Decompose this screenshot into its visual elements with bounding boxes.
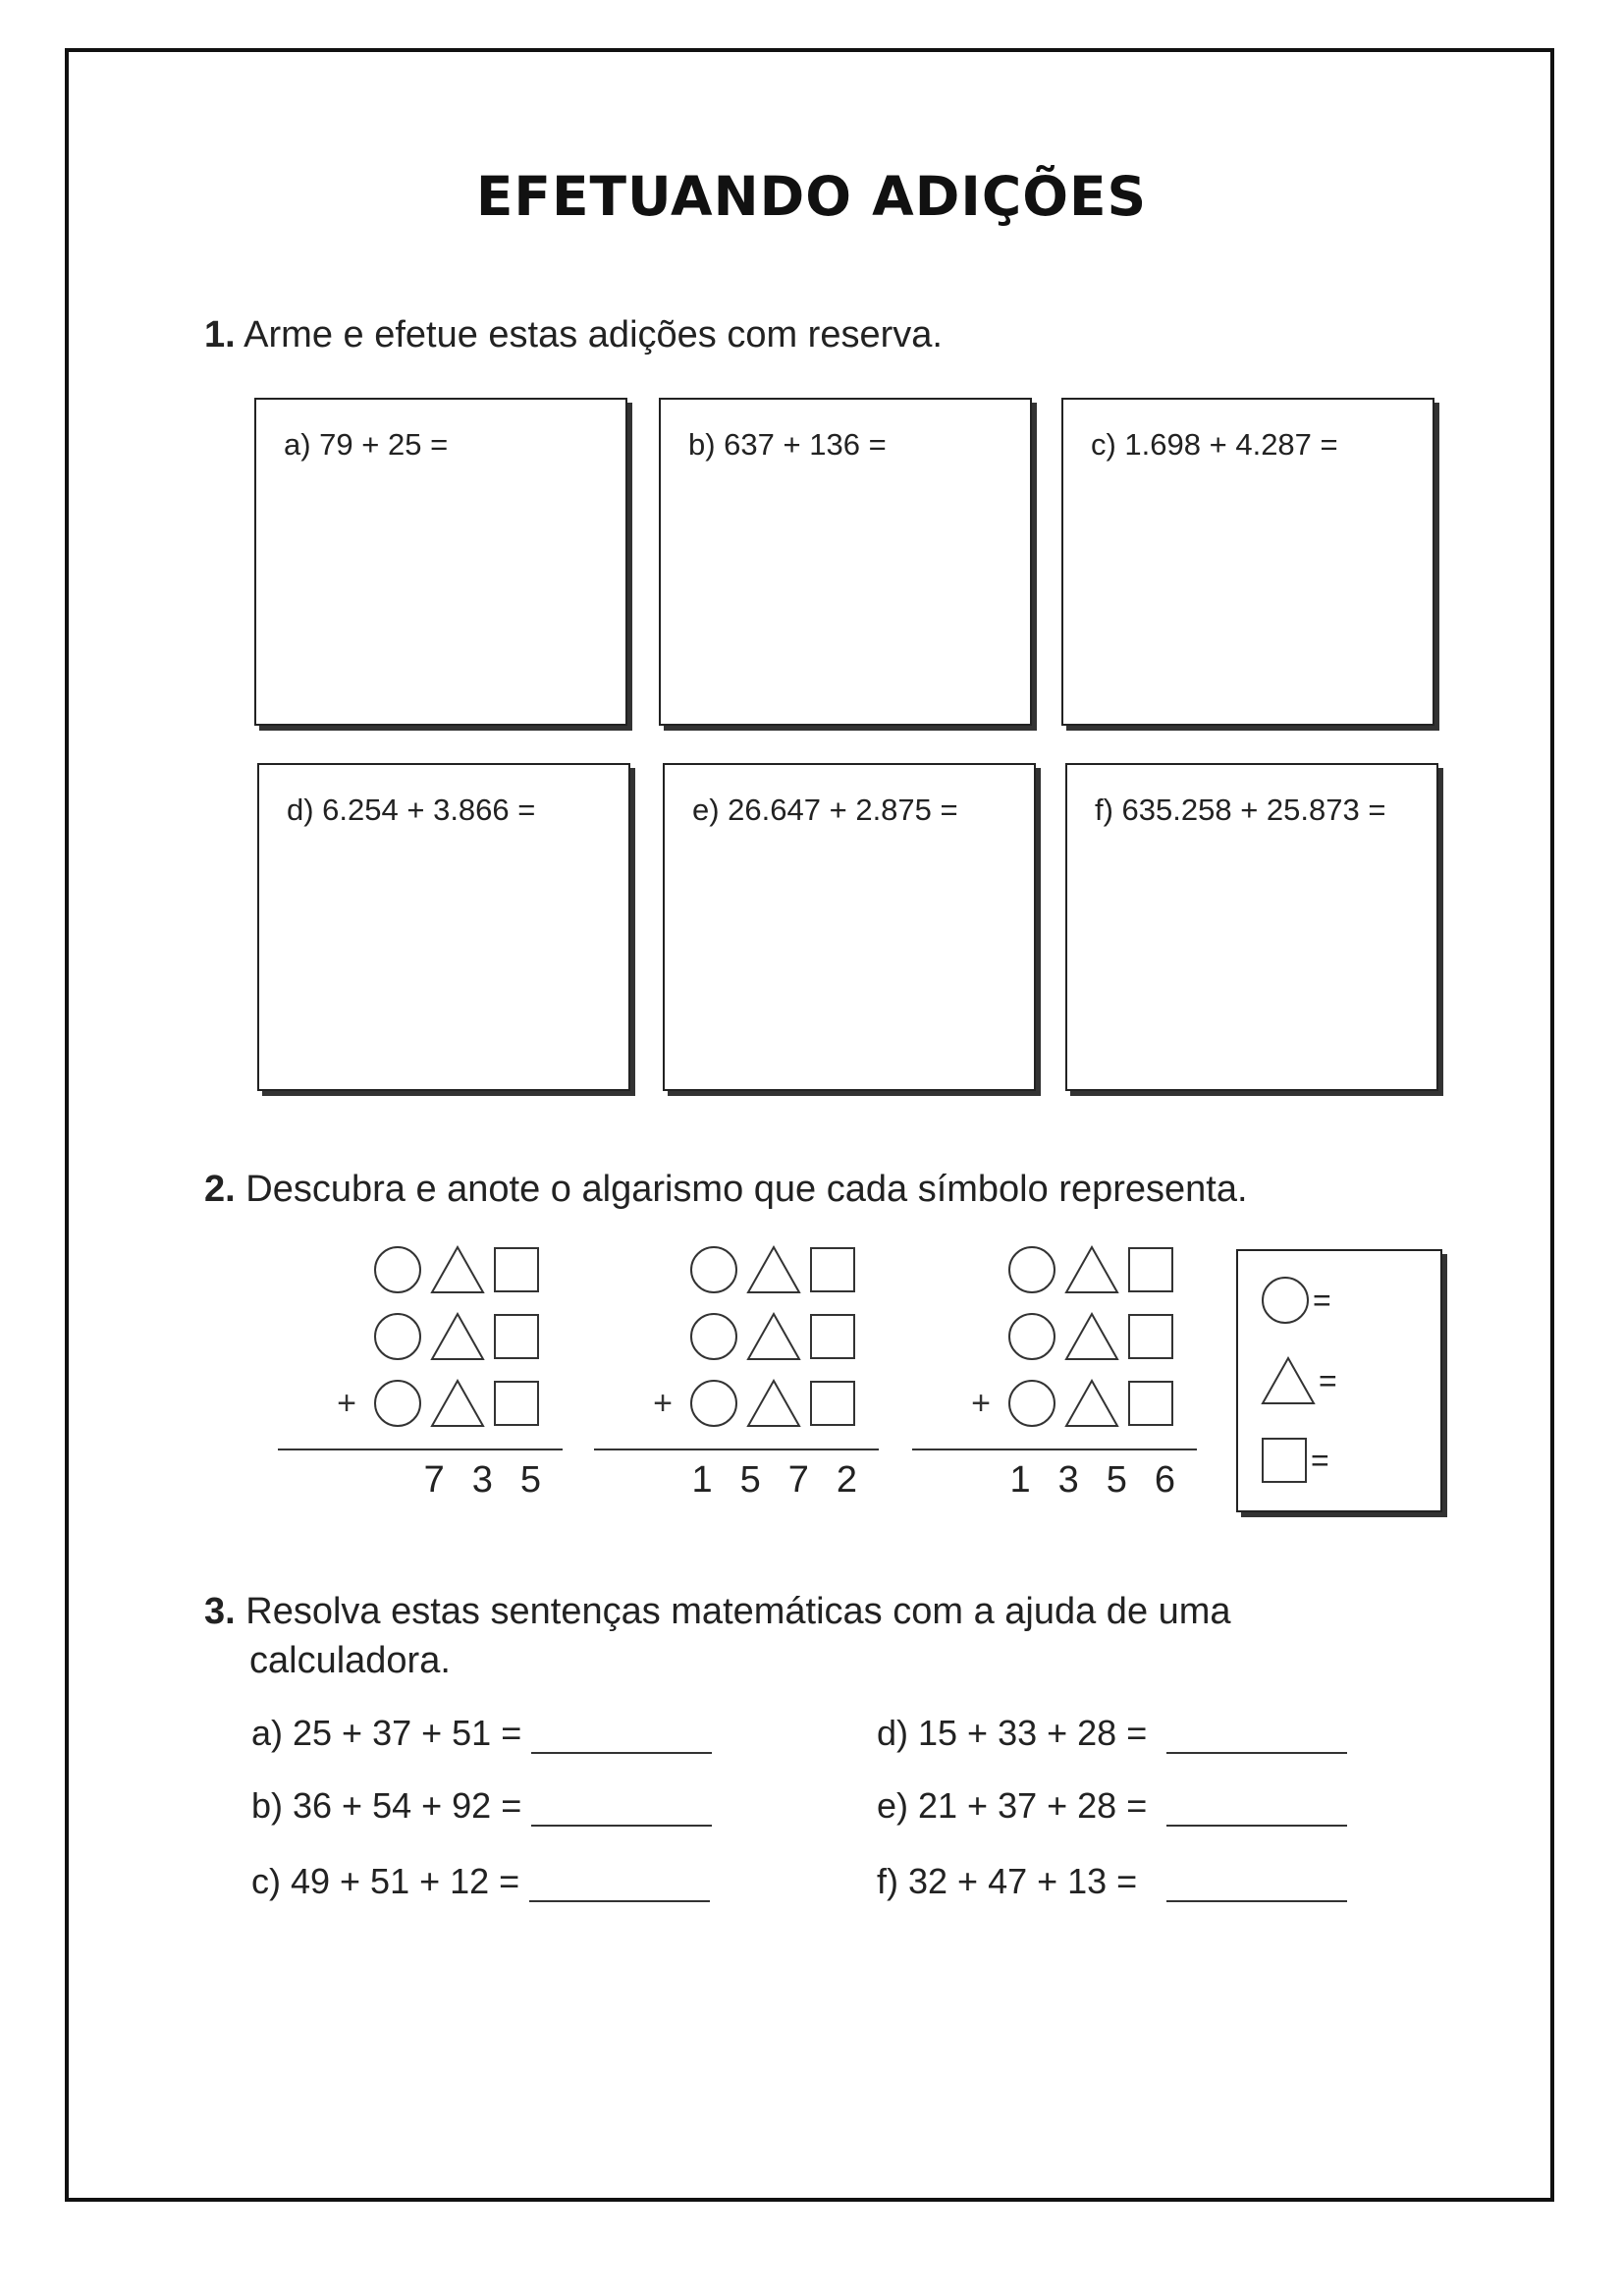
symbol-row bbox=[653, 1373, 857, 1434]
triangle-icon bbox=[429, 1311, 486, 1362]
answer-blank[interactable] bbox=[1166, 1867, 1347, 1902]
question-1-number: 1. bbox=[204, 314, 236, 355]
circle-icon bbox=[372, 1244, 423, 1295]
plus-sign: + bbox=[337, 1384, 356, 1422]
triangle-icon bbox=[1063, 1311, 1120, 1362]
plus-sign: + bbox=[653, 1384, 673, 1422]
symbol-row bbox=[1006, 1306, 1175, 1367]
answer-blank[interactable] bbox=[1166, 1791, 1347, 1827]
plus-sign: + bbox=[971, 1384, 991, 1422]
question-3-text-line2: calculadora. bbox=[249, 1640, 451, 1681]
sentence-label: c) 49 + 51 + 12 = bbox=[251, 1861, 520, 1901]
key-row-circle bbox=[1260, 1275, 1331, 1326]
square-icon bbox=[808, 1312, 857, 1361]
square-icon bbox=[808, 1379, 857, 1428]
puzzle-result bbox=[1009, 1459, 1175, 1502]
sentence-label: a) 25 + 37 + 51 = bbox=[251, 1713, 522, 1753]
result-digit: 5 bbox=[519, 1459, 541, 1501]
key-row-triangle bbox=[1260, 1355, 1337, 1406]
square-icon bbox=[1126, 1379, 1175, 1428]
sentence-d bbox=[877, 1713, 1347, 1754]
exercise-box-a[interactable] bbox=[254, 398, 627, 726]
question-2-heading bbox=[204, 1169, 1248, 1211]
triangle-icon bbox=[1063, 1244, 1120, 1295]
symbol-puzzle-2 bbox=[594, 1239, 879, 1514]
square-icon bbox=[492, 1312, 541, 1361]
page-title: EFETUANDO ADIÇÕES bbox=[475, 165, 1148, 228]
question-3-heading bbox=[204, 1587, 1231, 1685]
key-equals: = bbox=[1311, 1442, 1329, 1478]
triangle-icon bbox=[1063, 1378, 1120, 1429]
question-1-text: Arme e efetue estas adições com reserva. bbox=[243, 314, 943, 355]
exercise-box-e[interactable] bbox=[663, 763, 1036, 1091]
square-icon bbox=[492, 1379, 541, 1428]
symbol-row bbox=[688, 1306, 857, 1367]
question-3-text-line1: Resolva estas sentenças matemáticas com a ajuda de uma bbox=[245, 1591, 1231, 1632]
circle-icon bbox=[688, 1311, 739, 1362]
circle-icon bbox=[372, 1378, 423, 1429]
key-row-square bbox=[1260, 1436, 1329, 1485]
square-icon bbox=[1126, 1245, 1175, 1294]
circle-icon bbox=[688, 1378, 739, 1429]
puzzle-result bbox=[691, 1459, 857, 1502]
result-digit: 6 bbox=[1154, 1459, 1175, 1501]
exercise-label: b) 637 + 136 = bbox=[688, 427, 887, 462]
triangle-icon bbox=[745, 1378, 802, 1429]
symbol-row bbox=[1006, 1239, 1175, 1300]
result-digit: 3 bbox=[471, 1459, 493, 1501]
circle-icon bbox=[1006, 1244, 1057, 1295]
square-icon bbox=[1260, 1436, 1309, 1485]
result-digit: 7 bbox=[423, 1459, 445, 1501]
sentence-label: b) 36 + 54 + 92 = bbox=[251, 1785, 522, 1826]
exercise-label: a) 79 + 25 = bbox=[284, 427, 449, 462]
result-digit: 1 bbox=[1009, 1459, 1031, 1501]
exercise-box-b[interactable] bbox=[659, 398, 1032, 726]
sentence-c bbox=[251, 1861, 710, 1902]
symbol-row bbox=[971, 1373, 1175, 1434]
question-3-number: 3. bbox=[204, 1591, 236, 1632]
symbol-row bbox=[337, 1373, 541, 1434]
circle-icon bbox=[1260, 1275, 1311, 1326]
answer-blank[interactable] bbox=[529, 1867, 710, 1902]
key-equals: = bbox=[1313, 1282, 1331, 1318]
symbol-puzzle-1 bbox=[278, 1239, 563, 1514]
sentence-e bbox=[877, 1785, 1347, 1827]
triangle-icon bbox=[745, 1311, 802, 1362]
symbol-row bbox=[372, 1239, 541, 1300]
triangle-icon bbox=[429, 1378, 486, 1429]
symbol-answer-key[interactable] bbox=[1236, 1249, 1442, 1512]
circle-icon bbox=[372, 1311, 423, 1362]
result-digit: 5 bbox=[1106, 1459, 1127, 1501]
question-2-text: Descubra e anote o algarismo que cada símbolo representa. bbox=[245, 1169, 1248, 1210]
square-icon bbox=[808, 1245, 857, 1294]
result-digit: 7 bbox=[787, 1459, 809, 1501]
symbol-row bbox=[372, 1306, 541, 1367]
answer-blank[interactable] bbox=[531, 1719, 712, 1754]
sum-line bbox=[278, 1449, 563, 1450]
square-icon bbox=[1126, 1312, 1175, 1361]
sentence-label: d) 15 + 33 + 28 = bbox=[877, 1713, 1148, 1753]
sum-line bbox=[912, 1449, 1197, 1450]
exercise-box-f[interactable] bbox=[1065, 763, 1438, 1091]
sum-line bbox=[594, 1449, 879, 1450]
square-icon bbox=[492, 1245, 541, 1294]
answer-blank[interactable] bbox=[1166, 1719, 1347, 1754]
result-digit: 2 bbox=[836, 1459, 857, 1501]
sentence-b bbox=[251, 1785, 712, 1827]
exercise-label: c) 1.698 + 4.287 = bbox=[1091, 427, 1338, 462]
symbol-puzzle-3 bbox=[912, 1239, 1197, 1514]
circle-icon bbox=[1006, 1378, 1057, 1429]
result-digit: 1 bbox=[691, 1459, 713, 1501]
result-digit: 5 bbox=[739, 1459, 761, 1501]
triangle-icon bbox=[745, 1244, 802, 1295]
triangle-icon bbox=[429, 1244, 486, 1295]
exercise-box-c[interactable] bbox=[1061, 398, 1434, 726]
exercise-label: d) 6.254 + 3.866 = bbox=[287, 793, 536, 827]
circle-icon bbox=[688, 1244, 739, 1295]
triangle-icon bbox=[1260, 1355, 1317, 1406]
circle-icon bbox=[1006, 1311, 1057, 1362]
result-digit: 3 bbox=[1057, 1459, 1079, 1501]
question-2-number: 2. bbox=[204, 1169, 236, 1210]
puzzle-result bbox=[424, 1459, 541, 1502]
symbol-row bbox=[688, 1239, 857, 1300]
key-equals: = bbox=[1319, 1362, 1337, 1398]
sentence-label: e) 21 + 37 + 28 = bbox=[877, 1785, 1148, 1826]
answer-blank[interactable] bbox=[531, 1791, 712, 1827]
exercise-label: f) 635.258 + 25.873 = bbox=[1095, 793, 1386, 827]
exercise-box-d[interactable] bbox=[257, 763, 630, 1091]
sentence-label: f) 32 + 47 + 13 = bbox=[877, 1861, 1138, 1901]
exercise-label: e) 26.647 + 2.875 = bbox=[692, 793, 958, 827]
sentence-a bbox=[251, 1713, 712, 1754]
sentence-f bbox=[877, 1861, 1347, 1902]
question-1-heading bbox=[204, 314, 943, 356]
